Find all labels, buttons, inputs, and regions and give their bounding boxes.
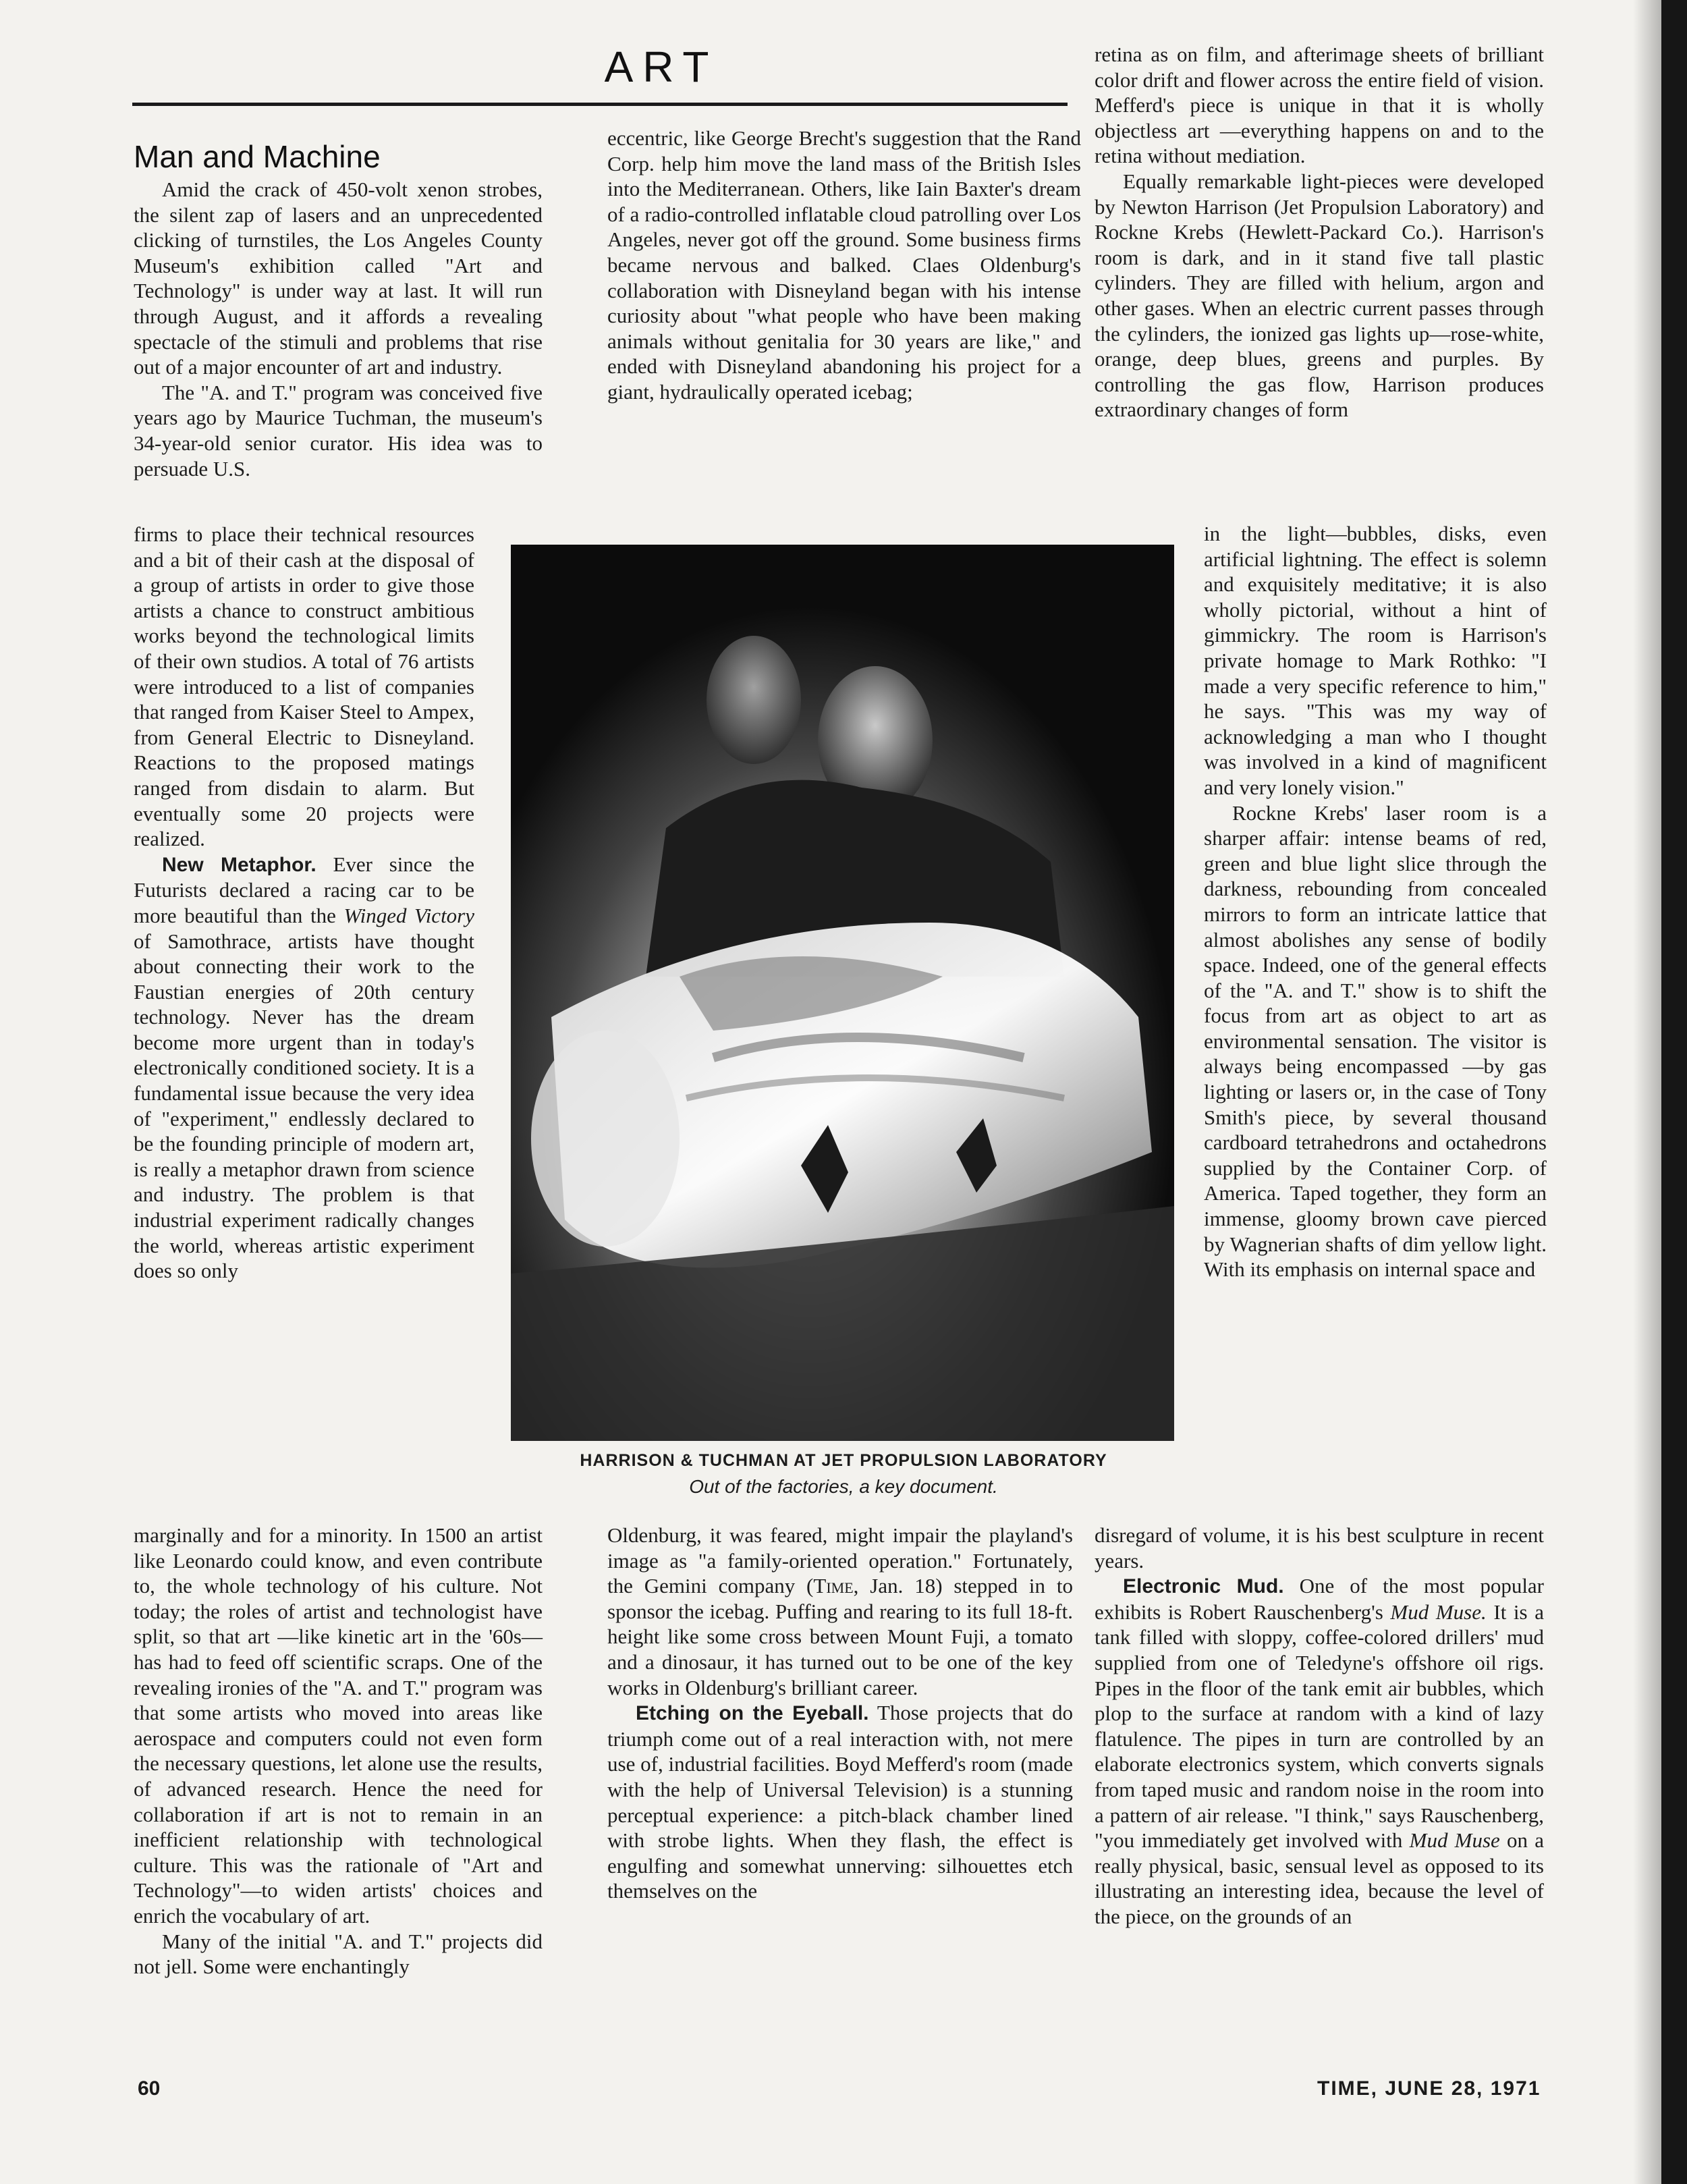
text-run: , Jan. 18) stepped in to sponsor the icebag. Puffing and rearing to its full 18-ft. height like some cross between Mount Fuji, a tomato and a dinosaur, it has turned out to be one of the key works in Oldenburg's brilliant career. (607, 1574, 1074, 1699)
photograph (511, 545, 1174, 1441)
caption-text: Out of the factories, a key document. (689, 1476, 998, 1497)
text-run: of Samothrace, artists have thought about connecting their work to the Faustian energies of 20th century technology. Never has the dream become more urgent than in today's electronically conditioned society. It is a fundamental issue because the very idea of "experiment," endlessly declared to be the founding principle of modern art, is really a metaphor drawn from science and industry. The problem is that industrial experiment radically changes the world, whereas artistic experiment does so only (134, 929, 474, 1283)
paragraph: marginally and for a minority. In 1500 an artist like Leonardo could know, and even contribute to, the whole technology of his culture. Not today; the roles of artist and technologist have split, so that art —like kinetic art in the '60s—has had to feed off scientific scraps. One of the revealing ironies of the "A. and T." program was that some artists who moved into areas like aerospace and computers could not even form the necessary questions, let alone use the results, of advanced research. Hence the need for collaboration if art is not to remain in an inefficient relationship with technological culture. This was the rationale of "Art and Technology"—to widen artists' choices and enrich the vocabulary of art. (134, 1523, 543, 1928)
page-number: 60 (138, 2077, 161, 2100)
paragraph: retina as on film, and afterimage sheets of brilliant color drift and flower across the entire field of vision. Mefferd's piece is unique in that it is wholly objectless art —everything happens on and to the retina without mediation. (1095, 43, 1544, 168)
paragraph: in the light—bubbles, disks, even artificial lightning. The effect is solemn and exquisitely meditative; it is also wholly pictorial, without a hint of gimmickry. The room is Harrison's private homage to Mark Rothko: "I made a very specific reference to him," he says. "This was my way of acknowledging a man who I thought was involved in a kind of magnificent and very lonely vision." (1204, 522, 1547, 799)
text-run: It is a tank filled with sloppy, coffee-colored drillers' mud supplied from one of Teledyne's offshore oil rigs. Pipes in the floor of the tank emit air bubbles, which plop to the surface at random with a kind of lazy flatulence. The pipes in turn are controlled by an elaborate electronics system, which converts signals from taped music and random noise in the room into a pattern of air release. "I think," says Rauschenberg, "you immediately get involved with (1095, 1600, 1544, 1853)
paragraph: disregard of volume, it is his best sculpture in recent years. (1095, 1523, 1544, 1573)
artwork-title: Mud Muse (1409, 1828, 1500, 1853)
column-3-narrow (1204, 521, 1547, 1282)
paragraph: firms to place their technical resources and a bit of their cash at the disposal of a group of artists in order to give those artists a chance to construct ambitious works beyond the technological limits of their own studios. A total of 76 artists were introduced to a list of companies that ranged from Kaiser Steel to Ampex, from General Electric to Disneyland. Reactions to the proposed matings ranged from disdain to alarm. But eventually some 20 projects were realized. (134, 522, 474, 851)
page-edge (1661, 0, 1687, 2184)
paragraph (1095, 1573, 1544, 1929)
photo-illustration (511, 545, 1174, 1441)
section-heading: ART (604, 43, 719, 91)
paragraph (607, 1523, 1073, 1700)
paragraph: The "A. and T." program was conceived five years ago by Maurice Tuchman, the museum's 34-year-old senior curator. His idea was to persuade U.S. (134, 380, 543, 481)
article-title: Man and Machine (134, 139, 381, 174)
paragraph: eccentric, like George Brecht's suggestion that the Rand Corp. help him move the land mass of the British Isles into the Mediterranean. Others, like Iain Baxter's dream of a radio-controlled inflatable cloud patrolling over Los Angeles, never got off the ground. Some business firms became nervous and balked. Claes Oldenburg's collaboration with Disneyland began with his intense curiosity about "what people who have been making animals without genitalia for 30 years are like," and ended with Disneyland abandoning his project for a giant, hydraulically operated icebag; (607, 126, 1081, 404)
text-run: on a really physical, basic, sensual level as opposed to its illustrating an interesting idea, because the level of the piece, on the grounds of an (1095, 1828, 1545, 1928)
column-1-top (134, 177, 543, 481)
paragraph: Rockne Krebs' laser room is a sharper affair: intense beams of red, green and blue light slice through the darkness, rebounding from concealed mirrors to form an intricate lattice that almost abolishes any sense of bodily space. Indeed, one of the general effects of the "A. and T." show is to shift the focus from art as object to art as environmental sensation. The visitor is always being encompassed —by gas lighting or lasers or, in the case of Tony Smith's piece, by several thousand cardboard tetrahedrons and octahedrons supplied by the Container Corp. of America. Taped together, they form an immense, gloomy brown cave pierced by Wagnerian shafts of dim yellow light. With its emphasis on internal space and (1204, 800, 1547, 1282)
text-run: Ever since the Futurists declared a racing car to be more beautiful than the (134, 852, 474, 927)
text-run: Those projects that do triumph come out of a real interaction with, not mere use of, industrial facilities. Boyd Mefferd's room (made with the help of Universal Television) is a stunning perceptual experience: a pitch-black chamber lined with strobe lights. When they flash, the effect is engulfing and somewhat unnerving: silhouettes etch themselves on the (607, 1701, 1073, 1903)
paragraph (134, 852, 474, 1284)
issue-date: TIME, JUNE 28, 1971 (1317, 2077, 1541, 2100)
paragraph (607, 1700, 1073, 1904)
subhead-etching-on-the-eyeball: Etching on the Eyeball. (636, 1702, 869, 1725)
paragraph: Many of the initial "A. and T." projects did not jell. Some were enchantingly (134, 1929, 543, 1979)
text-run: Oldenburg, it was feared, might impair the playland's image as "a family-oriented operation." Fortunately, the Gemini company ( (607, 1523, 1073, 1598)
paragraph: Amid the crack of 450-volt xenon strobes, the silent zap of lasers and an unprecedented clicking of turnstiles, the Los Angeles County Museum's exhibition called "Art and Technology" is under way at last. It will run through August, and it affords a revealing spectacle of the stimuli and problems that rise out of a major encounter of art and industry. (134, 178, 543, 379)
magazine-name: Time (813, 1574, 854, 1598)
column-2-top (607, 126, 1081, 405)
text-run: One of the most popular exhibits is Robert Rauschenberg's (1095, 1574, 1545, 1624)
subhead-new-metaphor: New Metaphor. (162, 853, 316, 876)
column-1-bottom (134, 1523, 543, 1980)
artwork-title: Winged Victory (343, 903, 475, 927)
column-2-bottom (607, 1523, 1073, 1904)
caption-credit: HARRISON & TUCHMAN AT JET PROPULSION LABORATORY (580, 1451, 1107, 1470)
artwork-title: Mud Muse. (1390, 1600, 1487, 1624)
photo-caption (499, 1451, 1188, 1498)
column-3-bottom (1095, 1523, 1544, 1930)
column-3-top (1095, 42, 1544, 422)
column-1-narrow (134, 522, 474, 1284)
header-rule (132, 103, 1068, 106)
subhead-electronic-mud: Electronic Mud. (1123, 1575, 1284, 1598)
paragraph: Equally remarkable light-pieces were developed by Newton Harrison (Jet Propulsion Laboratory) and Rockne Krebs (Hewlett-Packard Co.). Harrison's room is dark, and in it stand five tall plastic cylinders. They are filled with helium, argon and other gases. When an electric current passes through the cylinders, the ionized gas lights up—rose-white, orange, deep blues, greens and purples. By controlling the gas flow, Harrison produces extraordinary changes of form (1095, 169, 1544, 422)
